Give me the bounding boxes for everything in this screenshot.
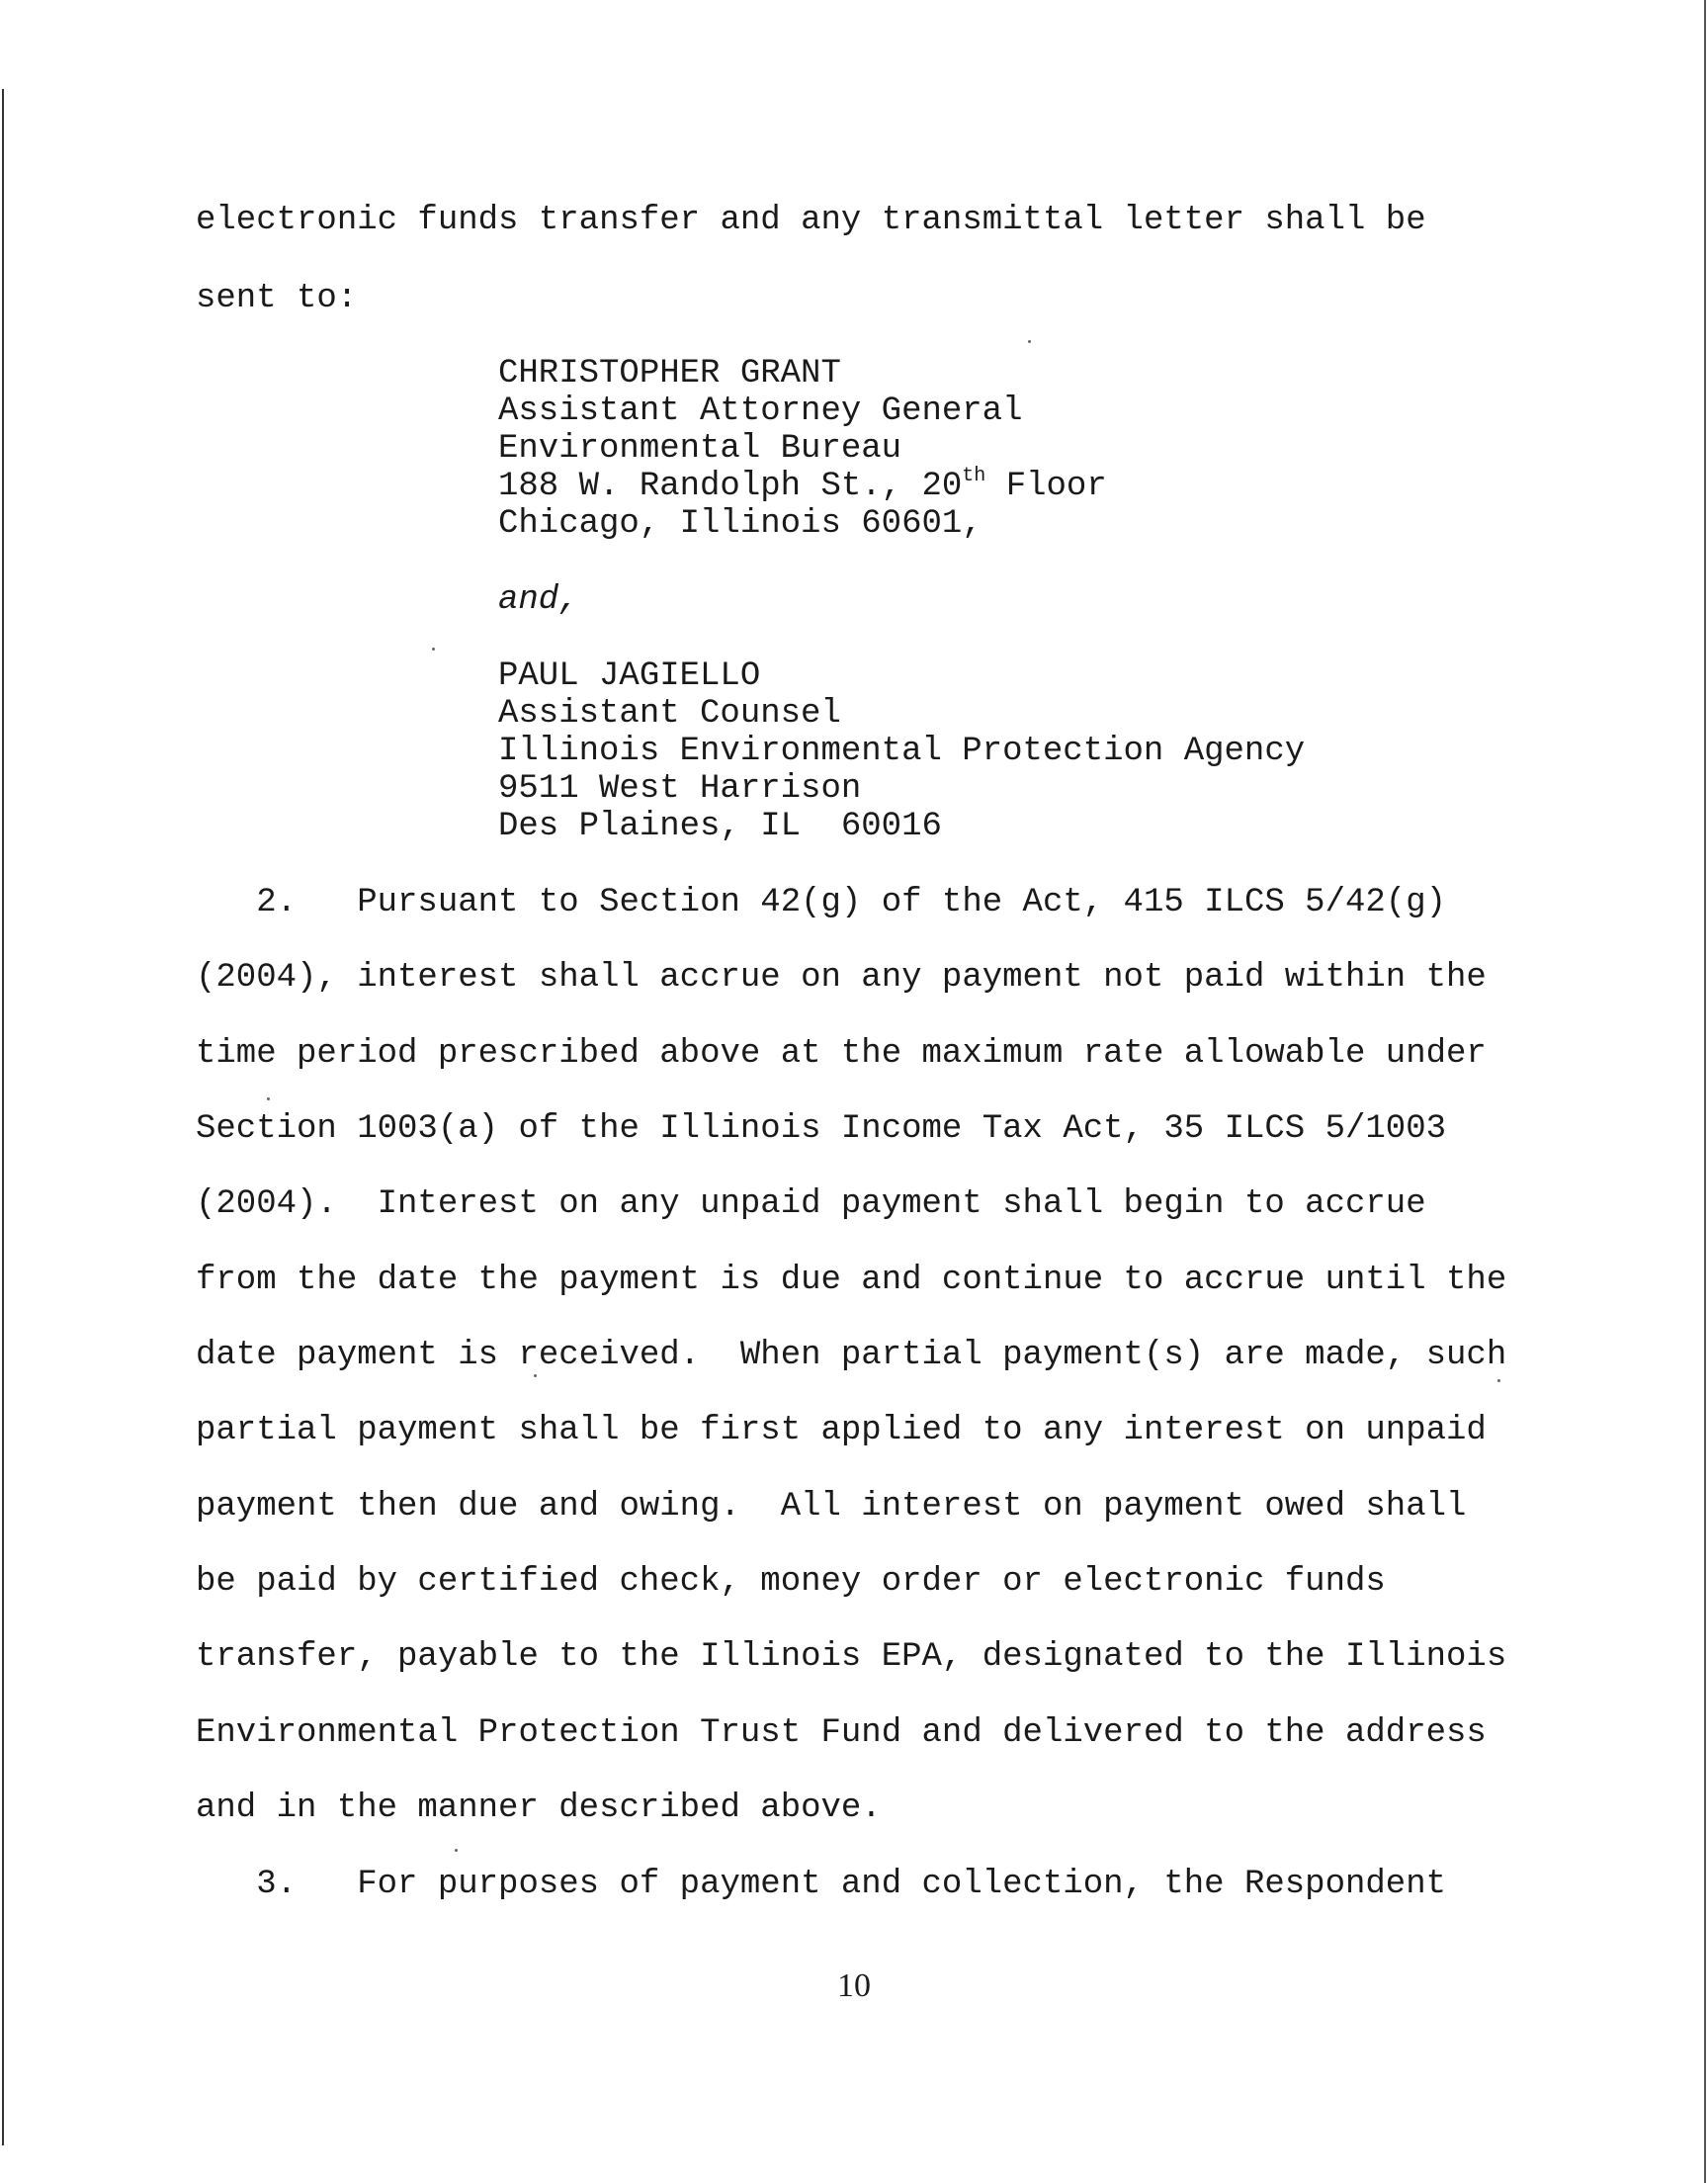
recipient-1-bureau: Environmental Bureau — [498, 430, 902, 468]
recipient-1-street-suffix: Floor — [985, 468, 1107, 505]
paragraph-2-line: and in the manner described above. — [196, 1790, 882, 1827]
scan-speck — [1028, 340, 1031, 343]
paragraph-2-line: be paid by certified check, money order or electronic funds — [196, 1563, 1386, 1601]
paragraph-2-line: transfer, payable to the Illinois EPA, designated to the Illinois — [196, 1638, 1507, 1676]
paragraph-2-line: 2. Pursuant to Section 42(g) of the Act, 415 ILCS 5/42(g) — [196, 884, 1447, 921]
recipient-2-street: 9511 West Harrison — [498, 770, 862, 808]
recipient-1-street-prefix: 188 W. Randolph St., 20 — [498, 468, 963, 505]
recipient-2-name: PAUL JAGIELLO — [498, 657, 761, 695]
paragraph-2-line: (2004). Interest on any unpaid payment shall begin to accrue — [196, 1185, 1426, 1223]
recipient-1-street-ordinal: th — [962, 465, 986, 487]
intro-line-2: sent to: — [196, 280, 358, 317]
paragraph-2-line: Environmental Protection Trust Fund and delivered to the address — [196, 1714, 1487, 1752]
recipient-1-city: Chicago, Illinois 60601, — [498, 505, 982, 543]
conjunction-and: and, — [498, 581, 579, 619]
right-scan-edge — [1704, 0, 1706, 2183]
scan-speck — [455, 1849, 458, 1852]
recipient-2-title: Assistant Counsel — [498, 695, 841, 733]
scan-speck — [432, 648, 435, 651]
paragraph-2-line: payment then due and owing. All interest on payment owed shall — [196, 1488, 1467, 1526]
recipient-1-street — [498, 465, 1107, 505]
recipient-2-agency: Illinois Environmental Protection Agency — [498, 733, 1306, 770]
paragraph-2-line: (2004), interest shall accrue on any payment not paid within the — [196, 959, 1487, 997]
paragraph-2-line: date payment is received. When partial payment(s) are made, such — [196, 1337, 1507, 1374]
scan-speck — [534, 1374, 537, 1377]
paragraph-3-line-1: 3. For purposes of payment and collection, the Respondent — [196, 1866, 1447, 1903]
intro-line-1: electronic funds transfer and any transmittal letter shall be — [196, 202, 1426, 239]
paragraph-2-line: Section 1003(a) of the Illinois Income Tax Act, 35 ILCS 5/1003 — [196, 1110, 1447, 1148]
left-scan-edge — [2, 89, 4, 2145]
recipient-2-city: Des Plaines, IL 60016 — [498, 808, 942, 845]
scan-speck — [267, 1097, 270, 1100]
page-number: 10 — [837, 1967, 871, 2004]
paragraph-2-line: time period prescribed above at the maximum rate allowable under — [196, 1035, 1487, 1073]
scan-speck — [1497, 1379, 1500, 1382]
paragraph-2-line: partial payment shall be first applied to any interest on unpaid — [196, 1412, 1487, 1449]
recipient-1-name: CHRISTOPHER GRANT — [498, 355, 841, 393]
paragraph-2-line: from the date the payment is due and continue to accrue until the — [196, 1262, 1507, 1299]
recipient-1-title: Assistant Attorney General — [498, 393, 1023, 430]
